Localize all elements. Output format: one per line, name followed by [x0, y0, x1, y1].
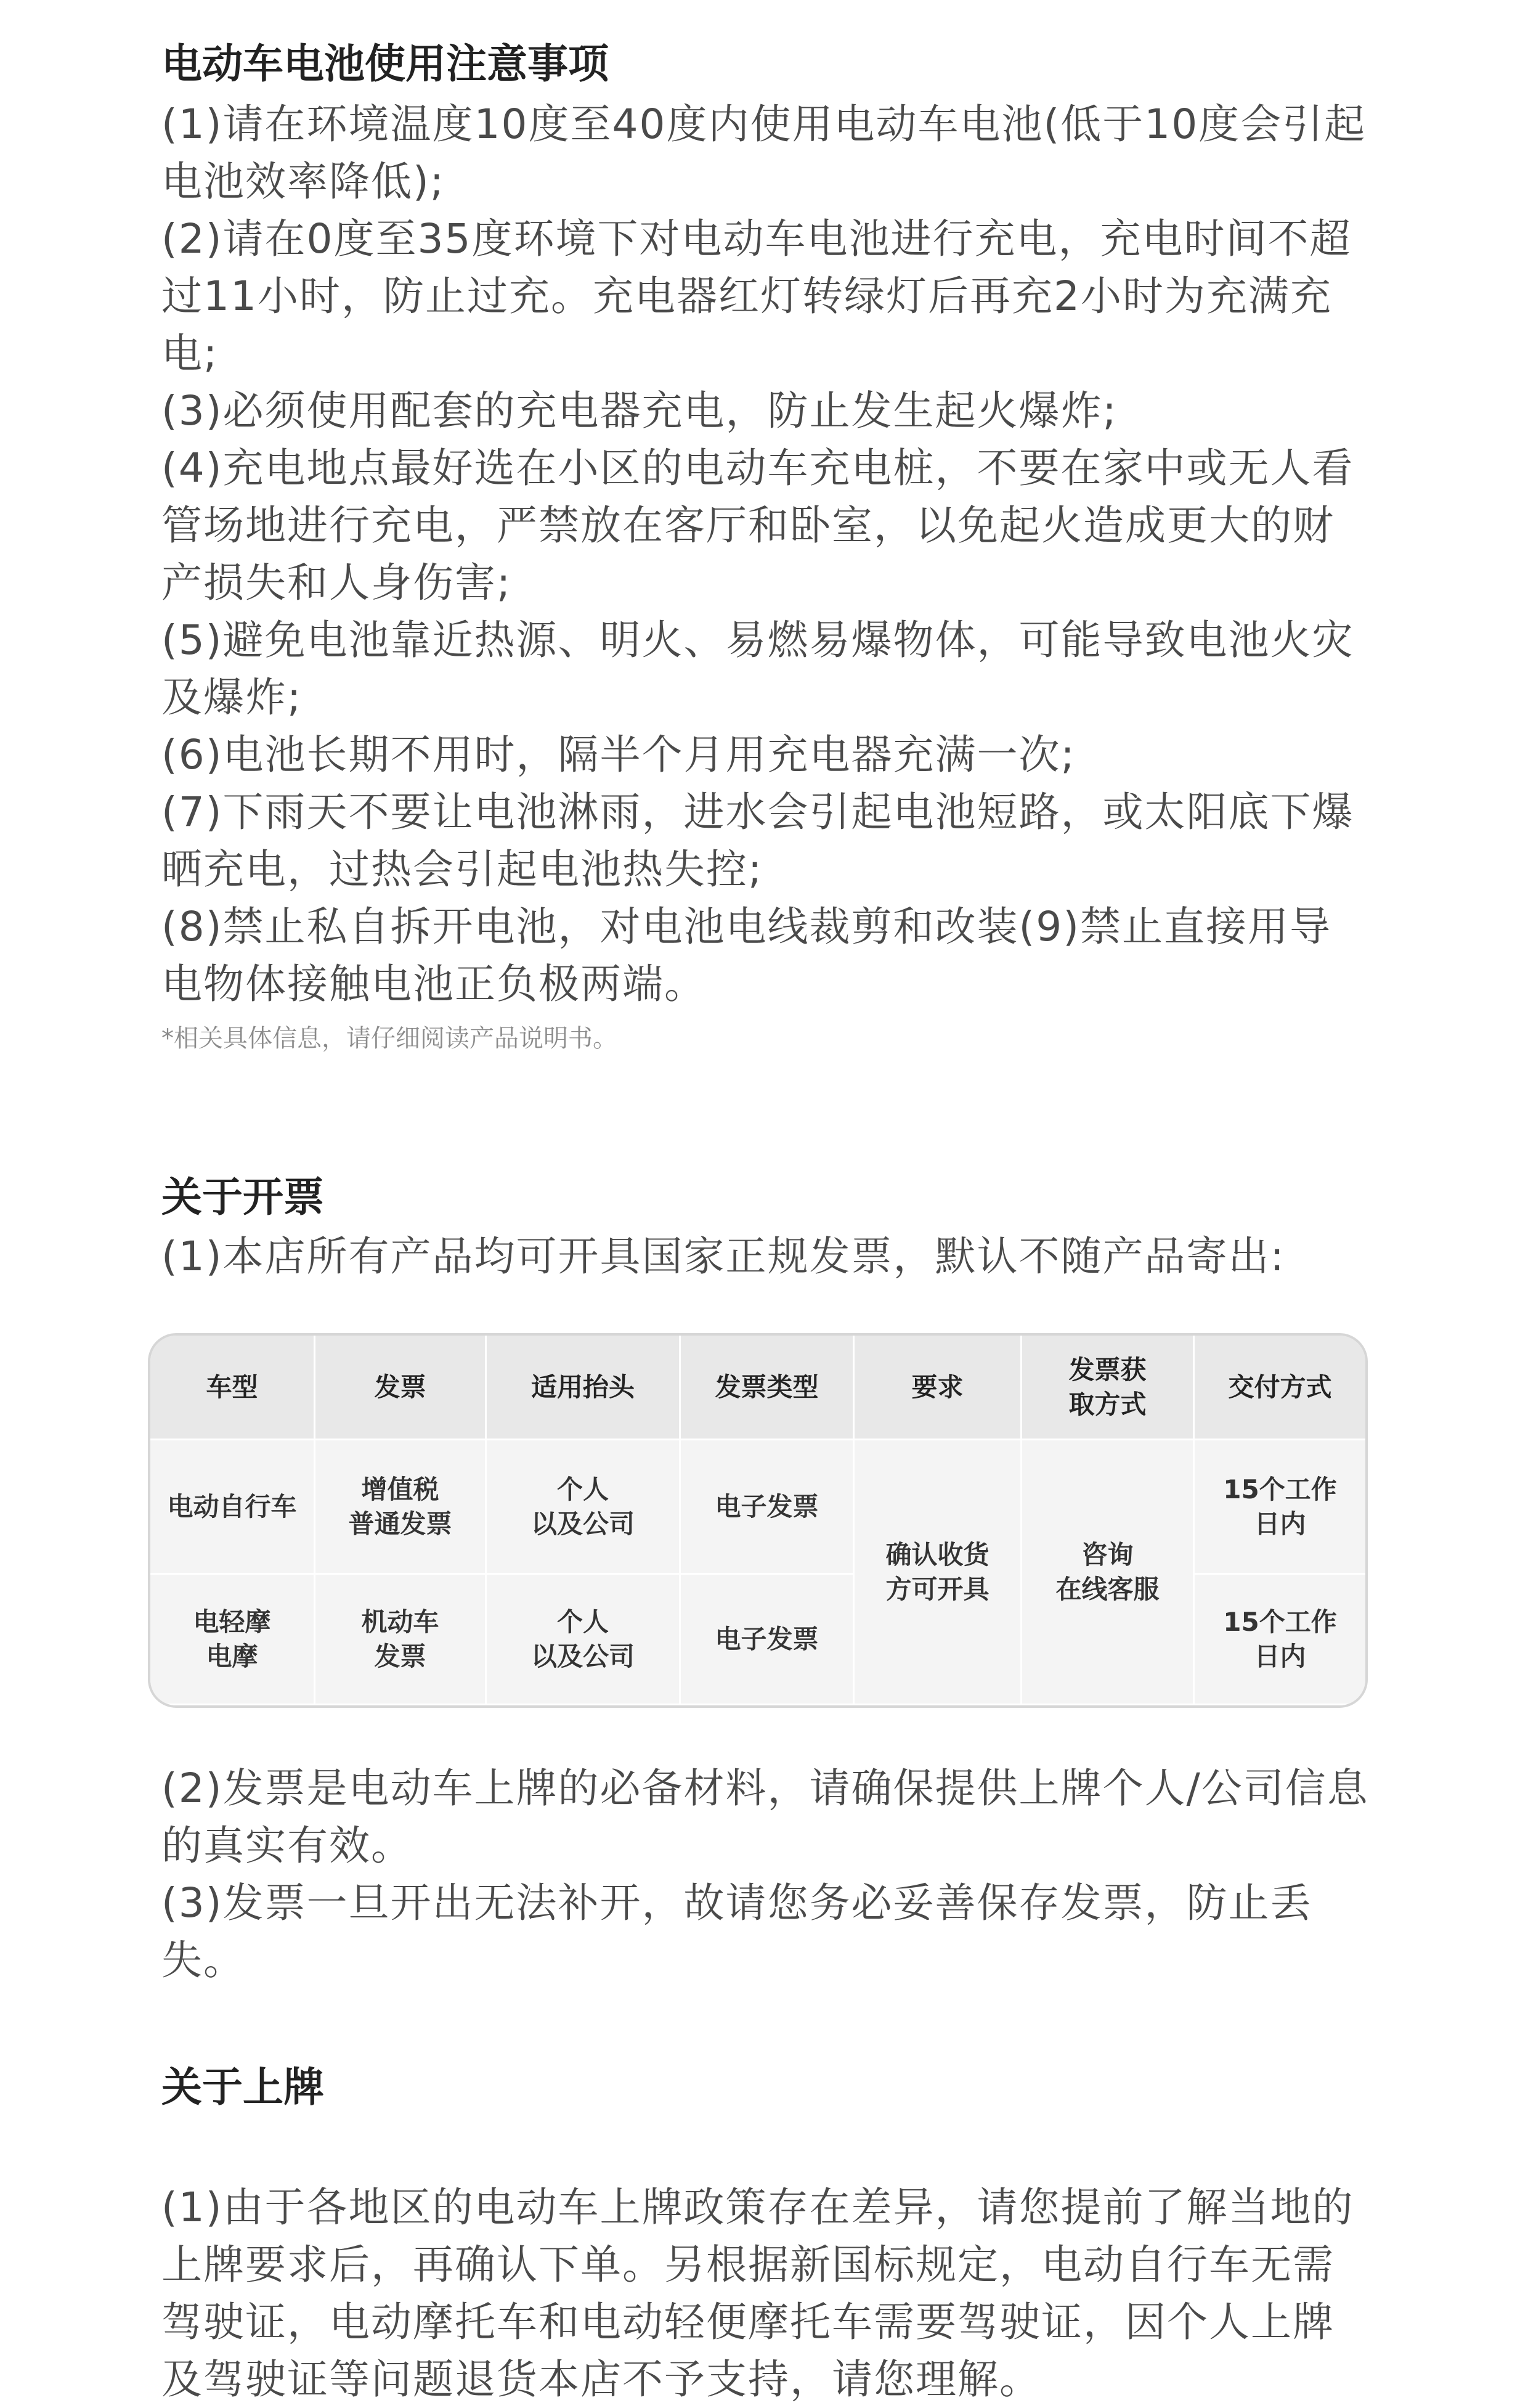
table-cell: 电子发票: [681, 1440, 855, 1575]
table-cell: 15个工作 日内: [1195, 1575, 1365, 1705]
invoice-table: [148, 1333, 1368, 1708]
invoice-section-title: 关于开票: [161, 1173, 324, 1222]
table-header-cell: 适用抬头: [487, 1336, 681, 1440]
battery-section-title: 电动车电池使用注意事项: [161, 40, 609, 88]
table-cell: 电动自行车: [150, 1440, 315, 1575]
content: [161, 0, 1369, 2408]
table-cell: 个人 以及公司: [487, 1440, 681, 1575]
battery-item-7: (7)下雨天不要让电池淋雨，进水会引起电池短路，或太阳底下爆晒充电，过热会引起电池热失控;: [161, 788, 1354, 894]
table-cell-merged-method: 咨询 在线客服: [1022, 1440, 1195, 1705]
battery-item-2: (2)请在0度至35度环境下对电动车电池进行充电，充电时间不超过11小时，防止过充。充电器红灯转绿灯后再充2小时为充满充电;: [161, 215, 1352, 378]
battery-item-5: (5)避免电池靠近热源、明火、易燃易爆物体，可能导致电池火灾及爆炸;: [161, 616, 1354, 722]
invoice-item-2: (2)发票是电动车上牌的必备材料，请确保提供上牌个人/公司信息的真实有效。: [161, 1765, 1369, 1870]
invoice-intro: (1)本店所有产品均可开具国家正规发票，默认不随产品寄出:: [161, 1233, 1285, 1281]
table-header-cell: 发票获 取方式: [1022, 1336, 1195, 1440]
table-header-cell: 发票: [315, 1336, 487, 1440]
table-cell: 电子发票: [681, 1575, 855, 1705]
table-cell: 个人 以及公司: [487, 1575, 681, 1705]
battery-item-4: (4)充电地点最好选在小区的电动车充电桩，不要在家中或无人看管场地进行充电，严禁放在客厅和卧室，以免起火造成更大的财产损失和人身伤害;: [161, 444, 1354, 607]
invoice-item-3: (3)发票一旦开出无法补开，故请您务必妥善保存发票，防止丢失。: [161, 1879, 1312, 1985]
table-cell: 15个工作 日内: [1195, 1440, 1365, 1575]
table-cell-merged-requirement: 确认收货 方可开具: [855, 1440, 1022, 1705]
battery-item-3: (3)必须使用配套的充电器充电，防止发生起火爆炸;: [161, 387, 1118, 435]
plate-item-1: (1)由于各地区的电动车上牌政策存在差异，请您提前了解当地的上牌要求后，再确认下单。另根据新国标规定，电动自行车无需驾驶证，电动摩托车和电动轻便摩托车需要驾驶证，因个人上牌及驾驶证等问题退货本店不予支持，请您理解。: [161, 2183, 1354, 2403]
battery-item-1: (1)请在环境温度10度至40度内使用电动车电池(低于10度会引起电池效率降低);: [161, 100, 1367, 206]
table-header-cell: 要求: [855, 1336, 1022, 1440]
table-header-cell: 发票类型: [681, 1336, 855, 1440]
plate-section-title: 关于上牌: [161, 2063, 324, 2112]
table-cell: 电轻摩 电摩: [150, 1575, 315, 1705]
battery-item-6: (6)电池长期不用时，隔半个月用充电器充满一次;: [161, 731, 1076, 779]
battery-note: *相关具体信息，请仔细阅读产品说明书。: [161, 1024, 617, 1053]
table-cell: 增值税 普通发票: [315, 1440, 487, 1575]
table-header-cell: 交付方式: [1195, 1336, 1365, 1440]
table-cell: 机动车 发票: [315, 1575, 487, 1705]
battery-item-8: (8)禁止私自拆开电池，对电池电线裁剪和改装(9)禁止直接用导电物体接触电池正负极两端。: [161, 903, 1331, 1008]
table-header-cell: 车型: [150, 1336, 315, 1440]
